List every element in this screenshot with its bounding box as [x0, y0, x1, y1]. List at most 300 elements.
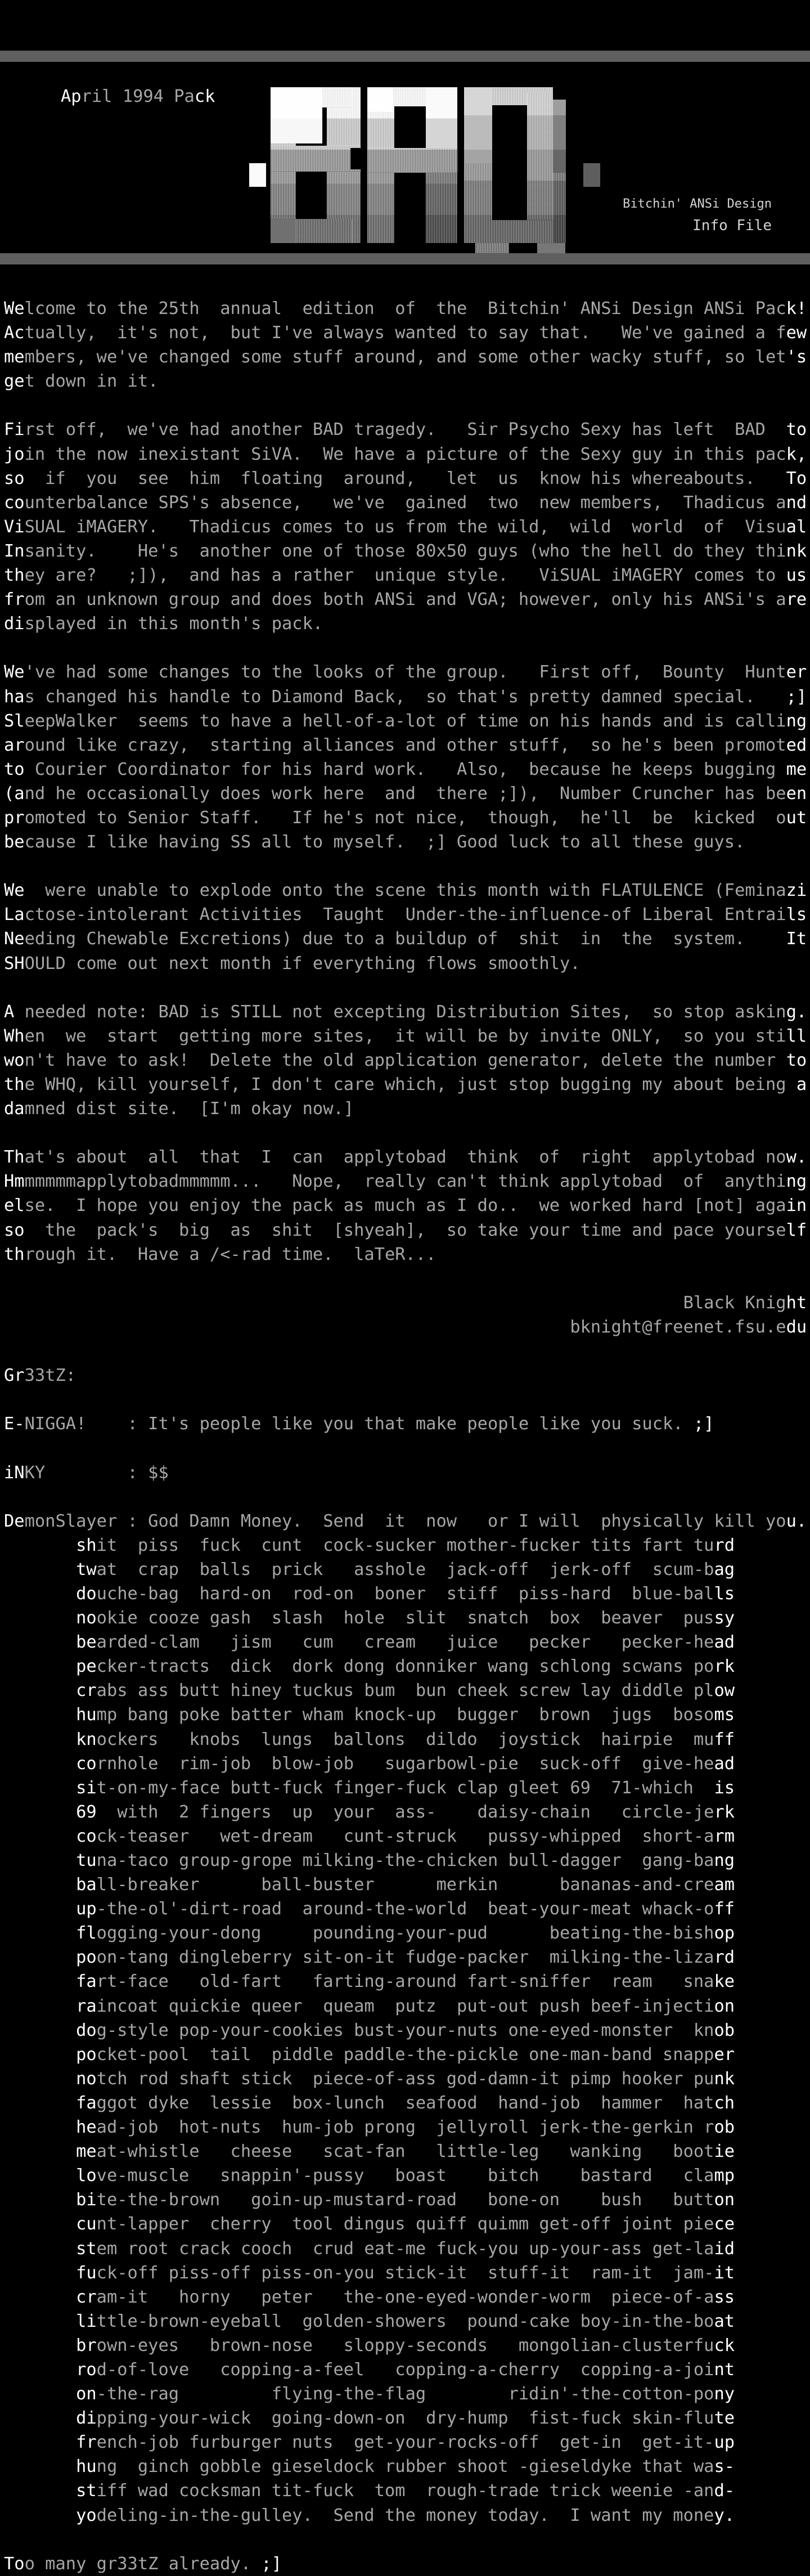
line-segment: [4, 1778, 76, 1798]
text-line: [4, 830, 810, 854]
line-segment: jo: [4, 444, 25, 464]
line-segment: [4, 1657, 76, 1676]
line-segment: be: [76, 1632, 97, 1653]
line-segment: sh: [76, 1535, 97, 1555]
line-segment: tw: [76, 1559, 97, 1579]
line-segment: [4, 2287, 76, 2307]
line-segment: d-of-love copping-a-feel copping-a-cherry copping-a-joi: [96, 2359, 714, 2380]
line-segment: ht: [786, 1293, 807, 1313]
logo-dot-right: [583, 163, 600, 187]
line-segment: nk: [714, 2068, 735, 2089]
text-line: [4, 1145, 810, 1169]
line-segment: fa: [76, 2093, 97, 2113]
line-segment: uche-bag hard-on rod-on boner stiff piss-hard blue-bal: [96, 1583, 714, 1604]
line-segment: nt-lapper cherry tool dingus quiff quimm get-off joint pie: [96, 2214, 714, 2234]
text-line: [4, 2043, 810, 2067]
text-line: [4, 2430, 810, 2454]
line-segment: [4, 1681, 76, 1700]
line-segment: [4, 1317, 570, 1337]
line-segment: tch rod shaft stick piece-of-ass god-damn-it pimp hooker pu: [96, 2068, 714, 2089]
line-segment: [4, 2166, 76, 2185]
line-segment: en we start getting more sites, it will be by invite ONLY, so you sti: [24, 1026, 786, 1046]
line-segment: ttle-brown-eyeball golden-showers pound-cake boy-in-the-bo: [96, 2311, 714, 2331]
line-segment: [4, 2142, 76, 2161]
line-segment: ck: [714, 2335, 735, 2355]
line-segment: mp bang poke batter wham knock-up bugger brown jugs boso: [96, 1705, 714, 1725]
line-segment: kn: [76, 1729, 97, 1749]
line-segment: in: [786, 1196, 807, 1216]
line-segment: lf: [786, 1220, 807, 1240]
text-line: [4, 2454, 810, 2479]
line-segment: th: [4, 566, 25, 586]
line-segment: ba: [76, 1875, 97, 1895]
line-segment: rk: [714, 1657, 735, 1677]
line-segment: cr: [76, 2287, 97, 2307]
line-segment: id: [714, 2238, 735, 2259]
text-line: [4, 2164, 810, 2188]
line-segment: on: [714, 1996, 735, 2016]
line-segment: e WHQ, kill yourself, I don't care which, just stop bugging my about being: [24, 1075, 786, 1094]
line-segment: hu: [76, 1705, 97, 1725]
text-line: [4, 1969, 810, 1994]
line-segment: rt-face old-fart farting-around fart-sniffer ream sna: [96, 1972, 714, 1992]
line-segment: [4, 2433, 76, 2452]
line-segment: Gr: [4, 1366, 25, 1386]
line-segment: ce: [714, 2214, 735, 2234]
line-segment: [4, 1826, 76, 1846]
line-segment: rough it. Have a /<-rad time. laTeR...: [24, 1244, 436, 1264]
line-segment: Ne: [4, 929, 25, 949]
text-line: [4, 660, 810, 684]
line-segment: t down in it.: [24, 371, 159, 392]
line-segment: zi: [786, 881, 807, 901]
line-segment: mp: [714, 2166, 735, 2186]
text-line: [4, 1848, 810, 1873]
bad-logo: [271, 87, 569, 243]
line-segment: iN: [4, 1462, 25, 1483]
text-line: [4, 1267, 810, 1291]
line-segment: u.: [786, 1511, 807, 1531]
line-segment: unterbalance SPS's absence, we've gained two new members, Thadicus a: [24, 492, 786, 513]
text-line: [4, 2309, 810, 2333]
line-segment: 's: [786, 347, 807, 367]
top-divider-bar: [0, 51, 810, 62]
text-line: [4, 709, 810, 733]
text-line: [4, 1776, 810, 1800]
line-segment: fr: [76, 2433, 97, 2453]
text-line: [4, 1800, 810, 1824]
line-segment: We: [4, 662, 25, 683]
line-segment: [4, 2069, 76, 2089]
text-line: [4, 878, 810, 903]
line-segment: ad: [714, 1753, 735, 1774]
line-segment: hu: [76, 2457, 97, 2477]
text-line: [4, 1533, 810, 1558]
line-segment: be: [4, 832, 25, 852]
line-segment: ctose-intolerant Activities Taught Under-the-influence-of Liberal Entrai: [24, 905, 786, 925]
line-segment: ha: [4, 686, 25, 707]
line-segment: di: [4, 614, 25, 634]
line-segment: ench-job furburger nuts get-your-rocks-off get-in get-it-: [96, 2433, 714, 2453]
line-segment: okie cooze gash slash hole slit snatch box beaver pus: [96, 1608, 714, 1628]
line-segment: bknight@freenet.fsu.e: [570, 1317, 786, 1337]
text-line: [4, 1752, 810, 1776]
line-segment: w.: [786, 1147, 807, 1168]
text-line: [4, 1169, 810, 1193]
line-segment: We: [4, 881, 25, 901]
text-line: [61, 84, 215, 109]
line-segment: ll: [786, 1026, 807, 1046]
line-segment: th: [4, 1244, 25, 1264]
line-segment: ggot dyke lessie box-lunch seafood hand-job hammer hat: [96, 2093, 714, 2113]
line-segment: ve-muscle snappin'-pussy boast bitch bastard cla: [96, 2166, 714, 2186]
line-segment: on-tang dingleberry sit-on-it fudge-packer milking-the-liza: [96, 1947, 714, 1968]
line-segment: rd: [714, 1947, 735, 1968]
line-segment: om an unknown group and does both ANSi and VGA; however, only his ANSi's a: [24, 590, 786, 610]
line-segment: [4, 2093, 76, 2113]
text-line: [4, 1994, 810, 2018]
text-line: [4, 1897, 810, 1921]
line-segment: nk: [786, 541, 807, 561]
text-line: [4, 1558, 810, 1582]
text-line: [4, 1606, 810, 1630]
line-segment: me: [4, 347, 25, 367]
line-segment: We: [4, 299, 25, 318]
line-segment: do: [76, 2020, 97, 2040]
logo-letter-d: [464, 87, 566, 243]
text-line: [4, 1727, 810, 1752]
text-line: [4, 1412, 810, 1436]
text-line: [4, 2139, 810, 2164]
line-segment: da: [4, 1099, 25, 1119]
line-segment: NIGGA! : It's people like you that make people like you suck.: [24, 1414, 694, 1434]
line-segment: yo: [76, 2505, 97, 2525]
text-line: [4, 927, 810, 951]
line-segment: mned dist site. [I'm okay now.]: [24, 1099, 354, 1119]
line-segment: el: [4, 1196, 25, 1216]
line-segment: incoat quickie queer queam putz put-out push beef-injecti: [96, 1996, 714, 2016]
line-segment: no: [76, 1608, 97, 1628]
line-segment: the pack's big as shit [shyeah], so take your time and pace yourse: [24, 1220, 786, 1240]
line-segment: ro: [76, 2359, 97, 2380]
line-segment: [4, 1705, 76, 1725]
line-segment: [4, 1899, 76, 1919]
line-segment: ad: [714, 1632, 735, 1653]
text-line: [4, 418, 810, 442]
line-segment: ow: [714, 1681, 735, 1701]
line-segment: bi: [76, 2190, 97, 2210]
text-line: [4, 321, 810, 345]
line-segment: iff wad cocksman tit-fuck tom rough-trade trick weenie -an: [96, 2481, 714, 2501]
text-line: [4, 1921, 810, 1945]
line-segment: co: [4, 492, 25, 513]
line-segment: ;]: [261, 2553, 282, 2574]
line-segment: na-taco group-grope milking-the-chicken bull-dagger gang-ba: [96, 1851, 714, 1870]
line-segment: do: [76, 1583, 97, 1604]
line-segment: ll-breaker ball-buster merkin bananas-and-cre: [96, 1875, 714, 1895]
line-segment: am: [714, 1875, 735, 1895]
line-segment: ls: [714, 1583, 735, 1604]
line-segment: he: [76, 2117, 97, 2138]
line-segment: pping-your-wick going-down-on dry-hump fist-fuck skin-flu: [96, 2408, 714, 2429]
line-segment: co: [76, 1826, 97, 1846]
line-segment: (a: [4, 783, 25, 804]
line-segment: [4, 1536, 76, 1555]
text-line: [4, 1679, 810, 1703]
text-line: [4, 854, 810, 878]
line-segment: y.: [714, 2505, 735, 2525]
text-line: [4, 2091, 810, 2115]
line-segment: ng: [786, 711, 807, 731]
line-segment: [4, 2312, 76, 2331]
text-line: [4, 1193, 810, 1218]
line-segment: th: [4, 1075, 25, 1094]
line-segment: it: [714, 2263, 735, 2283]
line-segment: to: [4, 759, 25, 779]
text-line: [4, 903, 810, 927]
line-segment: Hm: [4, 1172, 25, 1192]
line-segment: g.: [786, 1002, 807, 1022]
line-segment: se. I hope you enjoy the pack as much as I do.. we worked hard [not] aga: [24, 1196, 786, 1216]
line-segment: abs ass butt hiney tuckus bum bun cheek screw lay diddle pl: [96, 1681, 714, 1701]
group-name-label: Bitchin' ANSi Design: [623, 197, 772, 211]
line-segment: own-eyes brown-nose sloppy-seconds mongolian-clusterfu: [96, 2335, 714, 2355]
line-segment: me: [786, 759, 807, 779]
line-segment: [4, 2457, 76, 2476]
line-segment: Ac: [4, 323, 25, 343]
line-segment: up: [714, 2433, 735, 2453]
line-segment: sanity. He's another one of those 80x50 guys (who the hell do they thi: [24, 541, 786, 561]
line-segment: OULD come out next month if everything flows smoothly.: [24, 953, 580, 973]
line-segment: g-style pop-your-cookies bust-your-nuts one-eyed-monster kn: [96, 2020, 714, 2040]
line-segment: ms: [714, 1705, 735, 1725]
line-segment: ge: [4, 371, 25, 392]
text-line: [4, 587, 810, 612]
line-segment: te: [714, 2408, 735, 2429]
line-segment: Ap: [61, 87, 82, 106]
line-segment: fl: [76, 1923, 97, 1944]
line-segment: ed: [786, 735, 807, 755]
text-line: [4, 2333, 810, 2358]
line-segment: ockers knobs lungs ballons dildo joystick hairpie mu: [96, 1729, 714, 1749]
line-segment: to: [786, 420, 807, 440]
line-segment: In: [4, 541, 25, 561]
line-segment: at-whistle cheese scat-fan little-leg wanking boot: [96, 2142, 714, 2162]
line-segment: [4, 2408, 76, 2428]
line-segment: ;]: [693, 1414, 714, 1434]
text-line: [4, 2358, 810, 2382]
line-segment: pr: [4, 807, 25, 828]
line-segment: wo: [4, 1050, 25, 1070]
text-line: [4, 1000, 810, 1024]
line-segment: so: [4, 468, 25, 488]
text-line: [4, 393, 810, 418]
text-line: [4, 297, 810, 321]
text-line: [4, 345, 810, 369]
line-segment: [4, 2360, 76, 2380]
line-segment: eding Chewable Excretions) due to a buildup of shit in the system.: [24, 929, 786, 949]
line-segment: a: [786, 1075, 807, 1094]
line-segment: [4, 1293, 683, 1313]
text-line: [4, 1315, 810, 1339]
line-segment: To: [4, 2553, 25, 2574]
line-segment: To: [786, 468, 807, 488]
text-line: [4, 442, 810, 466]
text-line: [4, 369, 810, 393]
line-segment: fu: [76, 2263, 97, 2283]
text-line: [4, 1436, 810, 1460]
line-segment: br: [76, 2335, 97, 2355]
line-segment: em root crack cooch crud eat-me fuck-you up-your-ass get-la: [96, 2238, 714, 2259]
line-segment: were unable to explode onto the scene this month with FLATULENCE (Femina: [24, 881, 786, 901]
line-segment: fa: [76, 1972, 97, 1992]
text-line: [4, 466, 810, 491]
line-segment: en: [786, 783, 807, 804]
line-segment: Sl: [4, 711, 25, 731]
logo-letter-a: [367, 87, 457, 243]
line-segment: Fi: [4, 420, 25, 440]
line-segment: pe: [76, 1657, 97, 1677]
line-segment: 've had some changes to the looks of the group. First off, Bounty Hunt: [24, 662, 786, 683]
line-segment: at: [714, 2311, 735, 2331]
text-line: [4, 1024, 810, 1048]
line-segment: al: [786, 517, 807, 537]
text-line: [4, 1363, 810, 1388]
text-line: [4, 2503, 810, 2528]
line-segment: [4, 1632, 76, 1652]
text-line: [4, 1291, 810, 1315]
text-line: [4, 2552, 810, 2576]
line-segment: on: [76, 2384, 97, 2404]
line-segment: monSlayer : God Damn Money. Send it now or I will physically kill yo: [24, 1511, 786, 1531]
line-segment: ny: [714, 2384, 735, 2404]
line-segment: st: [76, 2238, 97, 2259]
line-segment: [4, 2481, 76, 2501]
line-segment: s-: [714, 2457, 735, 2477]
text-line: [4, 2528, 810, 2552]
line-segment: up: [76, 1899, 97, 1919]
line-segment: k,: [786, 444, 807, 464]
text-line: [4, 2479, 810, 2503]
line-segment: k!: [786, 299, 807, 318]
line-segment: [4, 2021, 76, 2040]
line-segment: po: [76, 1947, 97, 1968]
line-segment: [4, 2263, 76, 2283]
text-line: [4, 1873, 810, 1897]
line-segment: ag: [714, 1559, 735, 1579]
line-segment: KY : $$: [24, 1462, 169, 1483]
text-line: [4, 733, 810, 757]
text-line: [4, 1654, 810, 1679]
line-segment: er: [714, 2044, 735, 2065]
line-segment: li: [76, 2311, 97, 2331]
line-segment: op: [714, 1923, 735, 1944]
line-segment: [4, 2384, 76, 2404]
text-line: [4, 806, 810, 830]
line-segment: at crap balls prick asshole jack-off jerk-off scum-b: [96, 1559, 714, 1579]
text-line: [4, 515, 810, 539]
line-segment: no: [76, 2068, 97, 2089]
line-segment: [4, 1754, 76, 1774]
line-segment: ut: [786, 807, 807, 828]
pack-date-label: [61, 84, 215, 109]
line-segment: nt: [714, 2359, 735, 2380]
line-segment: [4, 1584, 76, 1604]
line-segment: ra: [76, 1996, 97, 2016]
text-line: [4, 2188, 810, 2212]
line-segment: ch: [714, 2093, 735, 2113]
line-segment: ff: [714, 1899, 735, 1919]
line-segment: [4, 2239, 76, 2259]
line-segment: ob: [714, 2020, 735, 2040]
line-segment: di: [76, 2408, 97, 2429]
text-line: [4, 491, 810, 515]
info-text: [4, 297, 810, 2576]
line-segment: [4, 1608, 76, 1628]
line-segment: [4, 1560, 76, 1579]
line-segment: splayed in this month's pack.: [24, 614, 323, 634]
text-line: [4, 952, 810, 976]
line-segment: [4, 1947, 76, 1967]
line-segment: [4, 2214, 76, 2234]
line-segment: [4, 1730, 76, 1749]
line-segment: in the now inexistant SiVA. We have a picture of the Sexy guy in this pac: [24, 444, 786, 464]
line-segment: -the-rag flying-the-flag ridin'-the-cotton-po: [96, 2384, 714, 2404]
line-segment: It: [786, 929, 807, 949]
line-segment: ad-job hot-nuts hum-job prong jellyroll jerk-the-gerkin r: [96, 2117, 714, 2138]
line-segment: Th: [4, 1147, 25, 1168]
line-segment: to: [786, 1050, 807, 1070]
line-segment: nd: [786, 492, 807, 513]
text-line: [4, 1388, 810, 1412]
text-line: [4, 2261, 810, 2285]
line-segment: [4, 1972, 76, 1991]
line-segment: [4, 2336, 76, 2355]
line-segment: us: [786, 566, 807, 586]
line-segment: cket-pool tail piddle paddle-the-pickle one-man-band snapp: [96, 2044, 714, 2065]
line-segment: me: [76, 2142, 97, 2162]
line-segment: at's about all that I can applytobad think of right applytobad no: [24, 1147, 786, 1168]
line-segment: ey are? ;]), and has a rather unique style. ViSUAL iMAGERY comes to: [24, 566, 786, 586]
line-segment: rst off, we've had another BAD tragedy. Sir Psycho Sexy has left BAD: [24, 420, 786, 440]
line-segment: -the-ol'-dirt-road around-the-world beat-your-meat whack-o: [96, 1899, 714, 1919]
line-segment: cker-tracts dick dork dong donniker wang schlong scwans po: [96, 1657, 714, 1677]
line-segment: cause I like having SS all to myself. ;] Good luck to all these guys.: [24, 832, 745, 852]
line-segment: ar: [4, 735, 25, 755]
line-segment: [4, 1923, 76, 1943]
line-segment: De: [4, 1511, 25, 1531]
line-segment: ie: [714, 2142, 735, 2162]
line-segment: cu: [76, 2214, 97, 2234]
line-segment: ob: [714, 2117, 735, 2138]
line-segment: ls: [786, 905, 807, 925]
text-line: [4, 1582, 810, 1606]
text-line: [4, 1509, 810, 1533]
text-line: [4, 1824, 810, 1848]
text-line: [4, 1121, 810, 1145]
line-segment: d-: [714, 2481, 735, 2501]
line-segment: tu: [76, 1851, 97, 1870]
line-segment: Courier Coordinator for his hard work. Also, because he keeps bugging: [24, 759, 786, 779]
line-segment: ff: [714, 1729, 735, 1749]
line-segment: nd he occasionally does work here and there ;]), Number Cruncher has be: [24, 783, 786, 804]
line-segment: if you see him floating around, let us know his whereabouts.: [24, 468, 786, 488]
line-segment: er: [786, 662, 807, 683]
line-segment: SUAL iMAGERY. Thadicus comes to us from the wild, wild world of Visu: [24, 517, 786, 537]
text-line: [4, 2285, 810, 2309]
line-segment: s changed his handle to Diamond Back, so that's pretty damned special.: [24, 686, 786, 707]
line-segment: eepWalker seems to have a hell-of-a-lot of time on his hands and is calli: [24, 711, 786, 731]
